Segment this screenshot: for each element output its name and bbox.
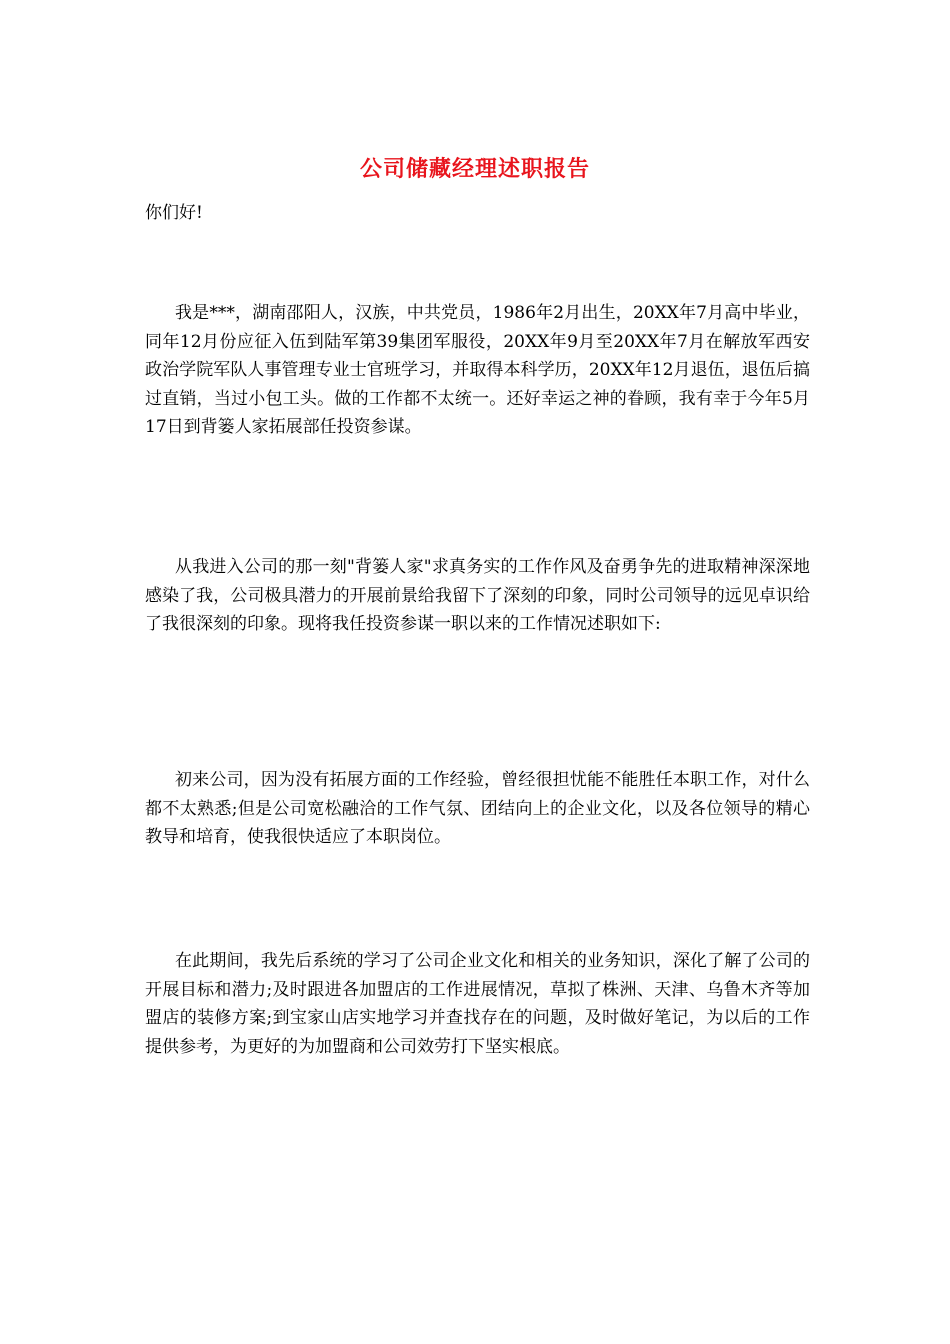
paragraph-3: 初来公司，因为没有拓展方面的工作经验，曾经很担忧能不能胜任本职工作，对什么都不太熟悉;但是公司宽松融洽的工作气氛、团结向上的企业文化，以及各位领导的精心教导和培育，使我很快适应了本职岗位。 — [145, 770, 810, 848]
document-title: 公司储藏经理述职报告 — [359, 156, 590, 182]
greeting: 你们好! — [145, 203, 203, 223]
paragraph-4: 在此期间，我先后系统的学习了公司企业文化和相关的业务知识，深化了解了公司的开展目标和潜力;及时跟进各加盟店的工作进展情况，草拟了株洲、天津、乌鲁木齐等加盟店的装修方案;到宝家山店实地学习并查找存在的问题，及时做好笔记，为以后的工作提供参考，为更好的为加盟商和公司效劳打下坚实根底。 — [145, 951, 810, 1057]
paragraph-1: 我是***，湖南邵阳人，汉族，中共党员，1986年2月出生，20XX年7月高中毕业，同年12月份应征入伍到陆军第39集团军服役，20XX年9月至20XX年7月在解放军西安政治学院军队人事管理专业士官班学习，并取得本科学历，20XX年12月退伍，退伍后搞过直销，当过小包工头。做的工作都不太统一。还好幸运之神的眷顾，我有幸于今年5月17日到背篓人家拓展部任投资参谋。 — [145, 303, 810, 438]
paragraph-2: 从我进入公司的那一刻"背篓人家"求真务实的工作作风及奋勇争先的进取精神深深地感染了我，公司极具潜力的开展前景给我留下了深刻的印象，同时公司领导的远见卓识给了我很深刻的印象。现将我任投资参谋一职以来的工作情况述职如下: — [145, 557, 810, 635]
